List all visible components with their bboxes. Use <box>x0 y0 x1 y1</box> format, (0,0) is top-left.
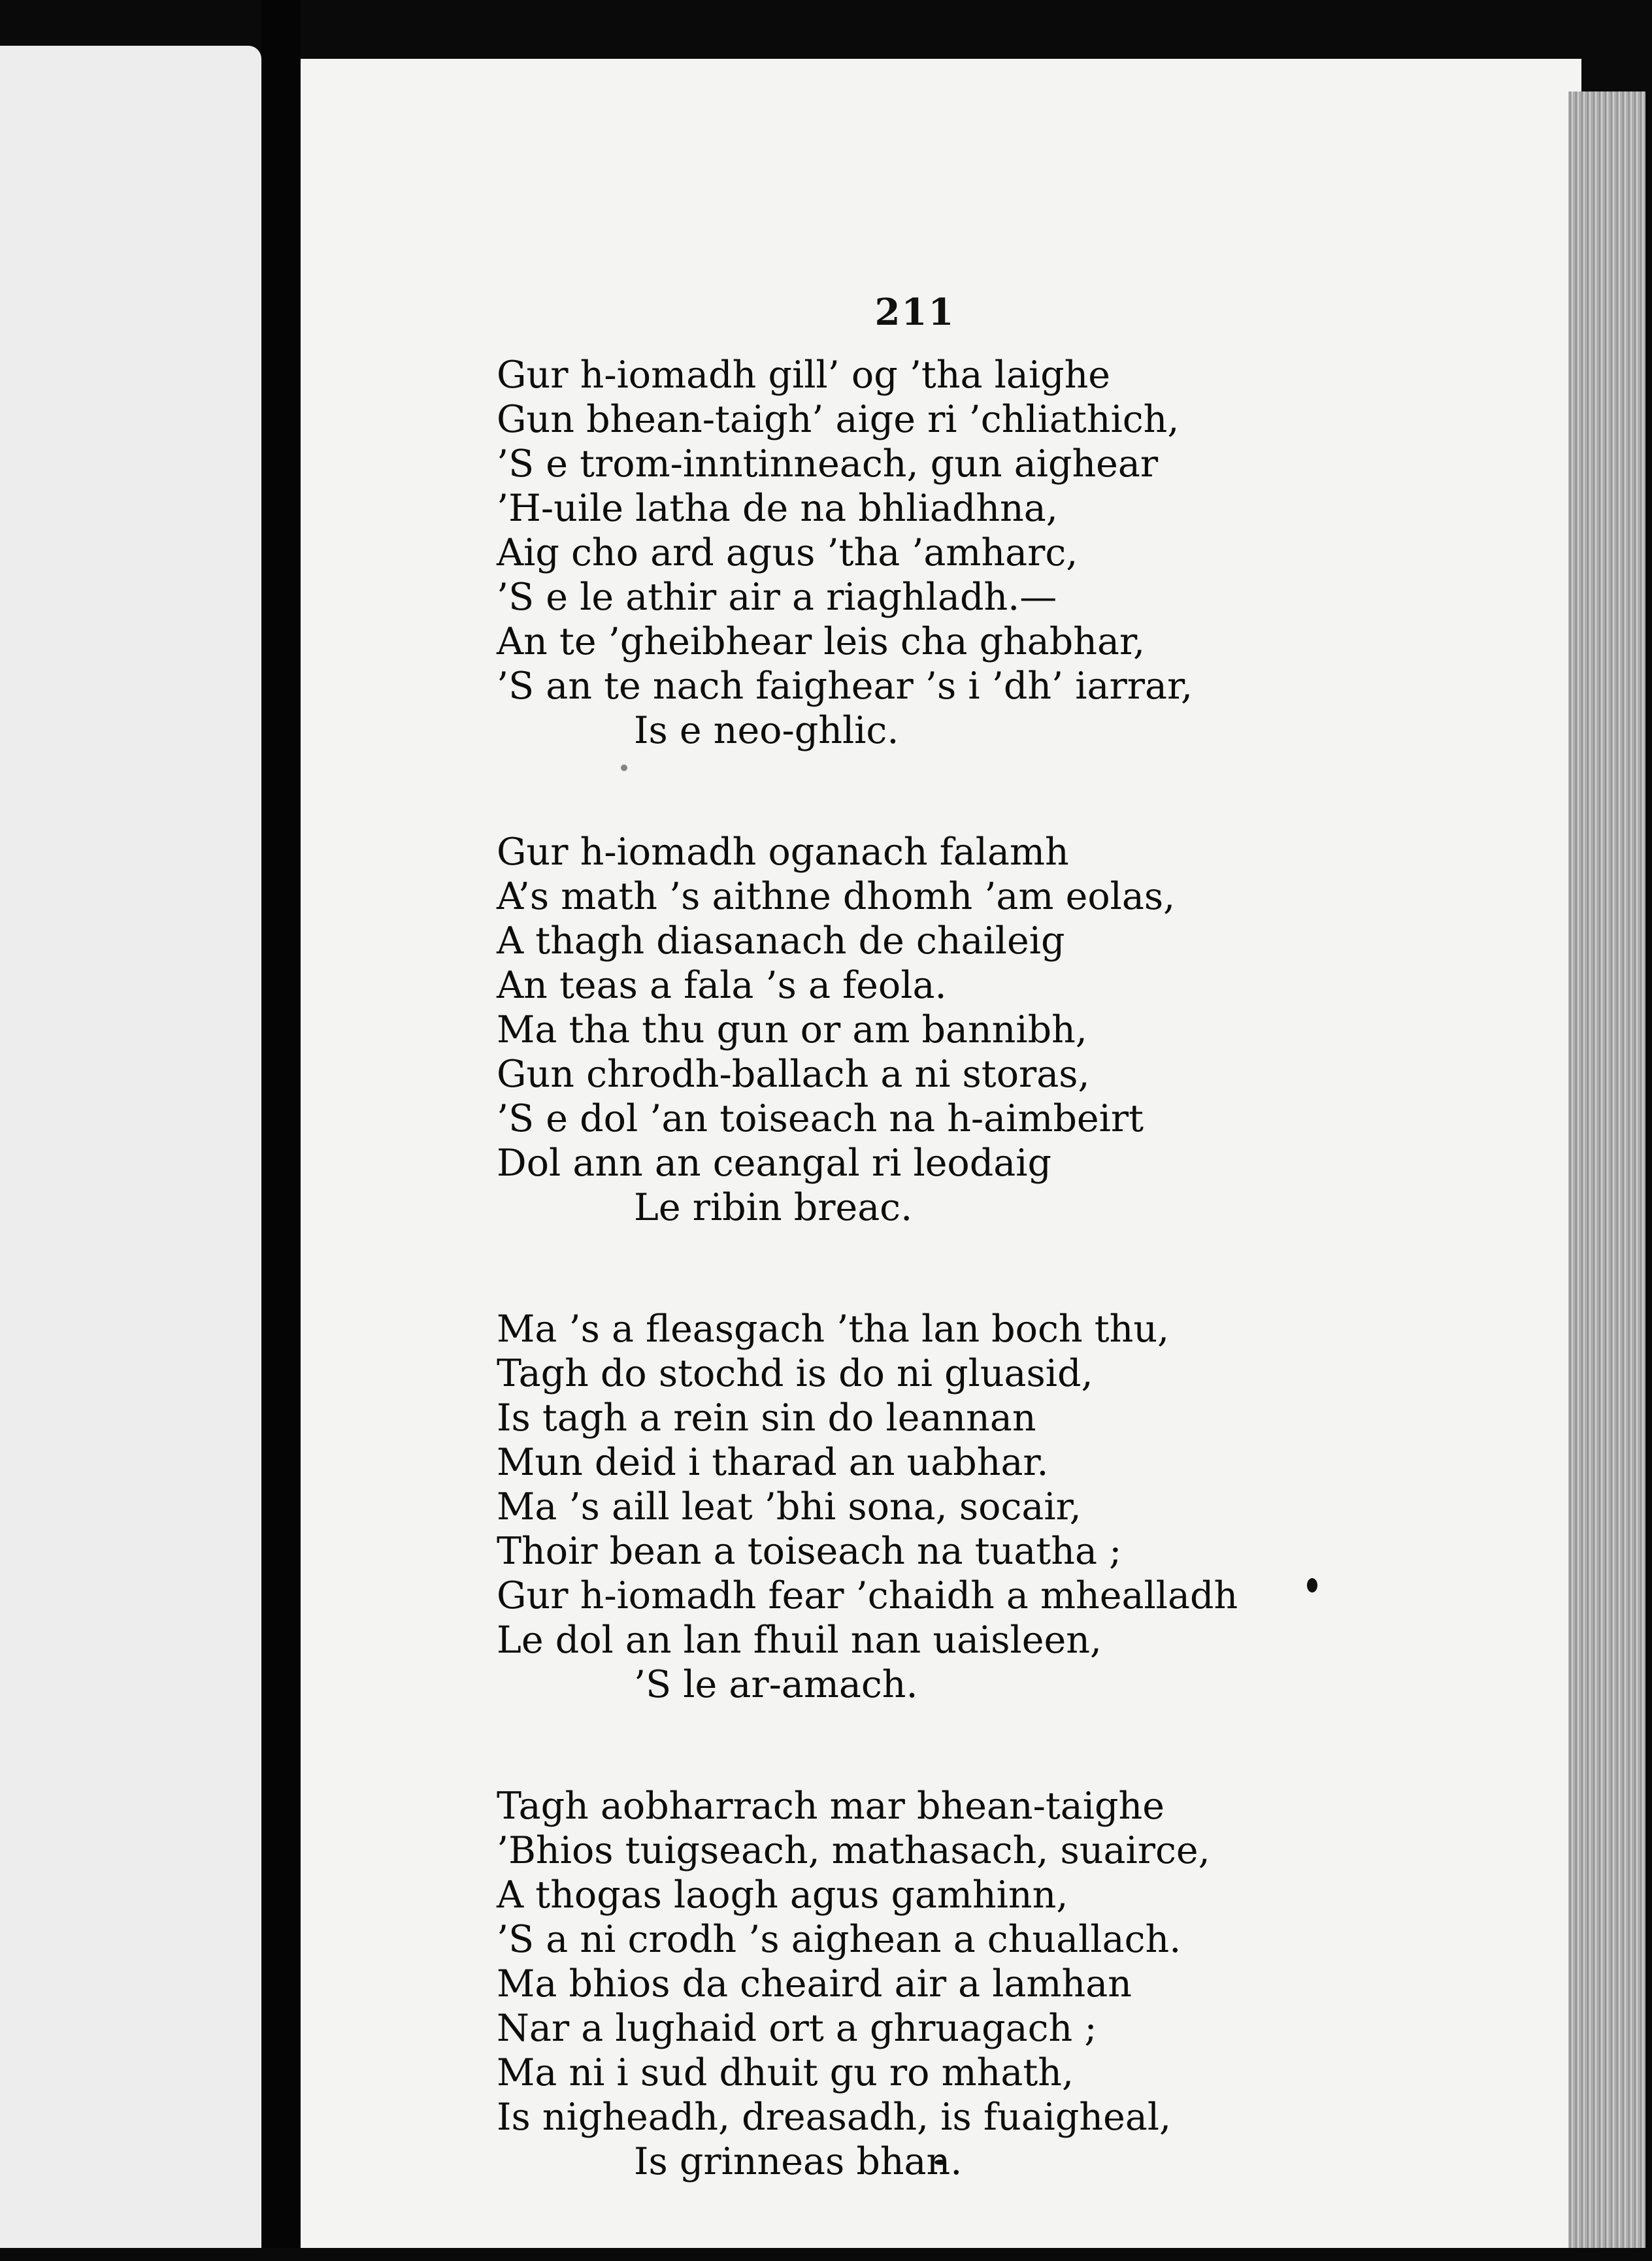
poem-line: A’s math ’s aithne dhomh ’am eolas, <box>497 875 1176 918</box>
poem-line: Ma bhios da cheaird air a lamhan <box>497 1962 1132 2005</box>
poem-line: Ma ni i sud dhuit gu ro mhath, <box>497 2051 1074 2094</box>
poem-line: Tagh do stochd is do ni gluasid, <box>497 1352 1093 1395</box>
poem-line: ’Bhios tuigseach, mathasach, suairce, <box>497 1829 1210 1872</box>
poem-line: Gur h-iomadh oganach falamh <box>497 831 1069 874</box>
poem-line: ’S e trom-inntinneach, gun aighear <box>497 442 1159 486</box>
poem-line: Gun bhean-taigh’ aige ri ’chliathich, <box>497 398 1180 441</box>
poem-line: Le dol an lan fhuil nan uaisleen, <box>497 1619 1102 1662</box>
stanza-2 <box>497 830 1608 1230</box>
poem-line: Ma ’s a fleasgach ’tha lan boch thu, <box>497 1308 1170 1351</box>
refrain-line: ’S le ar-amach. <box>634 1663 918 1706</box>
poem-line: Aig cho ard agus ’tha ’amharc, <box>497 531 1078 574</box>
book-gutter <box>261 0 301 2248</box>
stanza-1 <box>497 353 1608 753</box>
poem-line: ’S e le athir air a riaghladh.— <box>497 576 1057 619</box>
poem-line: A thogas laogh agus gamhinn, <box>497 1873 1068 1917</box>
refrain-line: Le ribin breac. <box>634 1186 913 1229</box>
refrain-line: Is grinneas bhan. <box>634 2140 963 2183</box>
poem-line: ’H-uile latha de na bhliadhna, <box>497 487 1058 530</box>
poem-line: Is tagh a rein sin do leannan <box>497 1396 1036 1440</box>
poem-line: Nar a lughaid ort a ghruagach ; <box>497 2007 1097 2050</box>
poem-line: Gur h-iomadh gill’ og ’tha laighe <box>497 354 1111 397</box>
poem-line: ’S e dol ’an toiseach na h-aimbeirt <box>497 1097 1144 1140</box>
poem-line: An teas a fala ’s a feola. <box>497 964 947 1007</box>
poem-body <box>497 353 1608 2261</box>
poem-line: Tagh aobharrach mar bhean-taighe <box>497 1785 1165 1828</box>
stanza-3 <box>497 1307 1608 1707</box>
stanza-4 <box>497 1784 1608 2184</box>
refrain-line: Is e neo-ghlic. <box>634 709 899 752</box>
poem-line: Ma tha thu gun or am bannibh, <box>497 1008 1087 1051</box>
poem-line: A thagh diasanach de chaileig <box>497 919 1065 963</box>
poem-line: ’S an te nach faighear ’s i ’dh’ iarrar, <box>497 665 1193 708</box>
poem-line: Gun chrodh-ballach a ni storas, <box>497 1053 1090 1096</box>
poem-line: Ma ’s aill leat ’bhi sona, socair, <box>497 1485 1082 1528</box>
facing-page-edge <box>0 46 261 2248</box>
poem-line: Dol ann an ceangal ri leodaig <box>497 1142 1051 1185</box>
poem-line: An te ’gheibhear leis cha ghabhar, <box>497 620 1146 663</box>
poem-line: Gur h-iomadh fear ’chaidh a mhealladh <box>497 1574 1238 1617</box>
poem-line: ’S a ni crodh ’s aighean a chuallach. <box>497 1918 1181 1961</box>
page-number: 211 <box>874 291 955 334</box>
poem-line: Is nigheadh, dreasadh, is fuaigheal, <box>497 2096 1172 2139</box>
poem-line: Thoir bean a toiseach na tuatha ; <box>497 1530 1122 1573</box>
poem-line: Mun deid i tharad an uabhar. <box>497 1441 1049 1484</box>
